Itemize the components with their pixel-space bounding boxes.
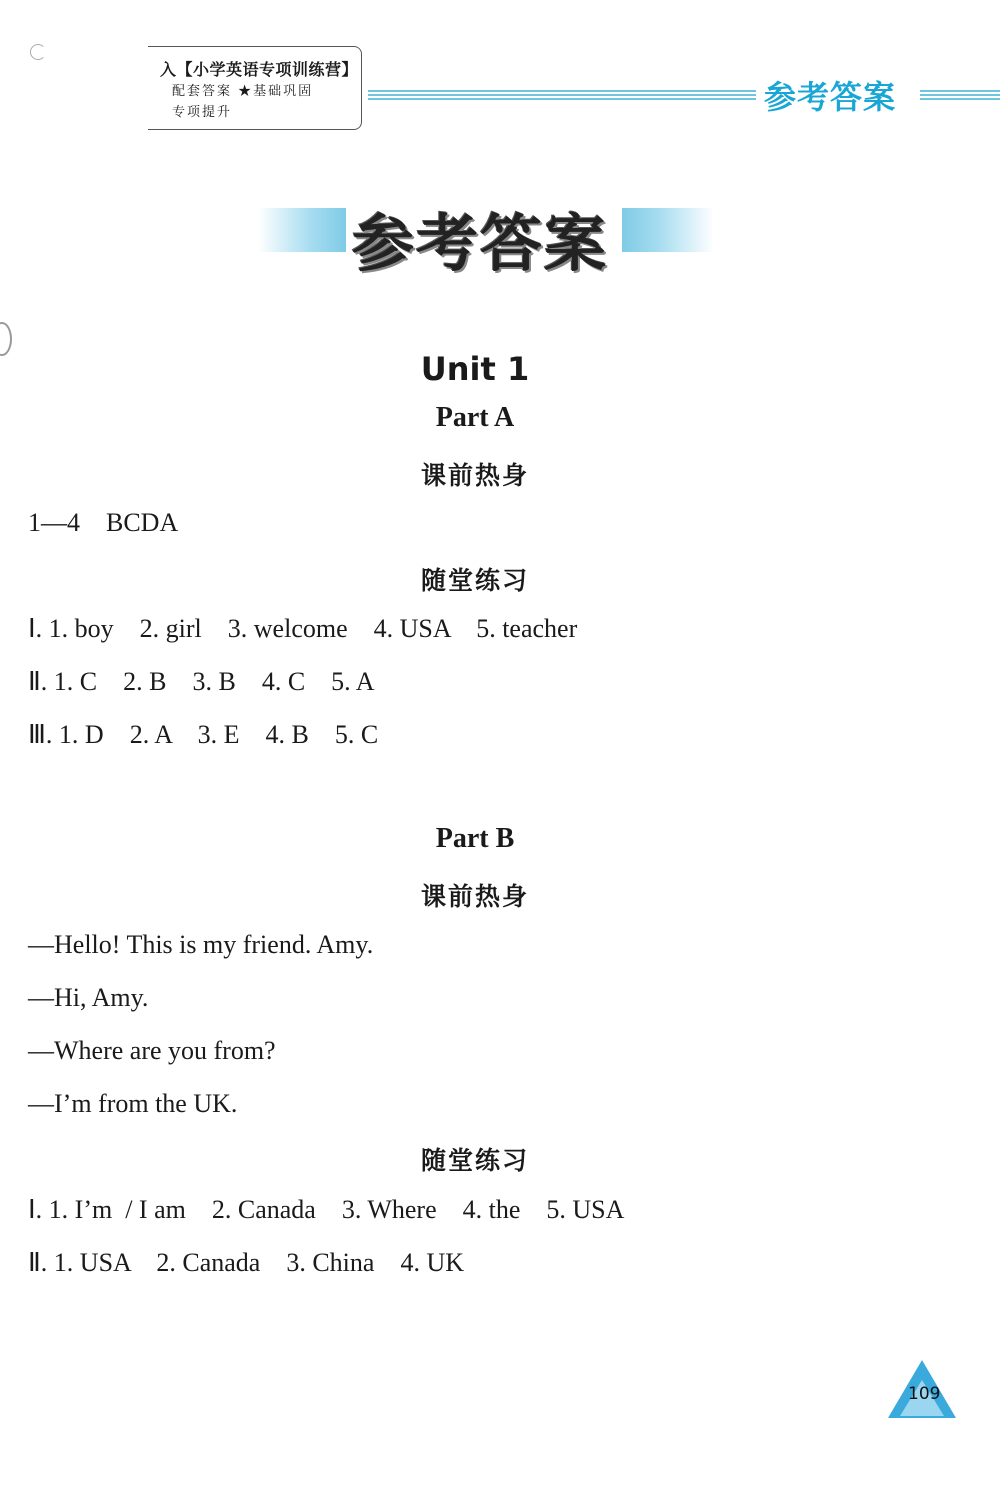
part-b-practice-title: 随堂练习 — [420, 1146, 529, 1175]
corner-mark-icon — [30, 44, 46, 60]
dialogue-line: —Hello! This is my friend. Amy. — [28, 930, 374, 959]
part-b-warmup-title: 课前热身 — [420, 882, 529, 911]
part-b-practice-line: Ⅱ. 1. USA 2. Canada 3. China 4. UK — [28, 1248, 464, 1277]
dialogue-line: —I’m from the UK. — [28, 1089, 238, 1118]
promo-subtitle-2: 专项提升 — [172, 105, 233, 120]
part-a-warmup-title: 课前热身 — [420, 461, 529, 490]
banner-bar-left — [258, 208, 346, 252]
header-rule-left — [368, 90, 756, 104]
banner-title: 参考答案 — [352, 207, 609, 280]
part-a-practice-line: Ⅰ. 1. boy 2. girl 3. welcome 4. USA 5. teacher — [28, 614, 578, 643]
part-a-practice-title: 随堂练习 — [420, 566, 529, 595]
unit-title: Unit 1 — [420, 350, 530, 388]
page-number: 109 — [908, 1384, 941, 1404]
promo-subtitle: 配套答案 ★基础巩固 — [172, 84, 314, 99]
part-a-practice-line: Ⅱ. 1. C 2. B 3. B 4. C 5. A — [28, 667, 375, 696]
header-title: 参考答案 — [764, 78, 897, 116]
part-a-title: Part A — [435, 402, 515, 433]
banner-bar-right — [622, 208, 714, 252]
dialogue-line: —Where are you from? — [28, 1036, 276, 1065]
part-a-practice-line: Ⅲ. 1. D 2. A 3. E 4. B 5. C — [28, 720, 379, 749]
dialogue-line: —Hi, Amy. — [28, 983, 149, 1012]
header-rule-right — [920, 90, 1000, 104]
part-a-warmup-answer: 1—4 BCDA — [28, 508, 179, 537]
part-b-practice-line: Ⅰ. 1. I’m / I am 2. Canada 3. Where 4. the 5. USA — [28, 1195, 625, 1224]
promo-title: 入【小学英语专项训练营】 — [160, 60, 359, 79]
part-b-title: Part B — [435, 823, 515, 854]
